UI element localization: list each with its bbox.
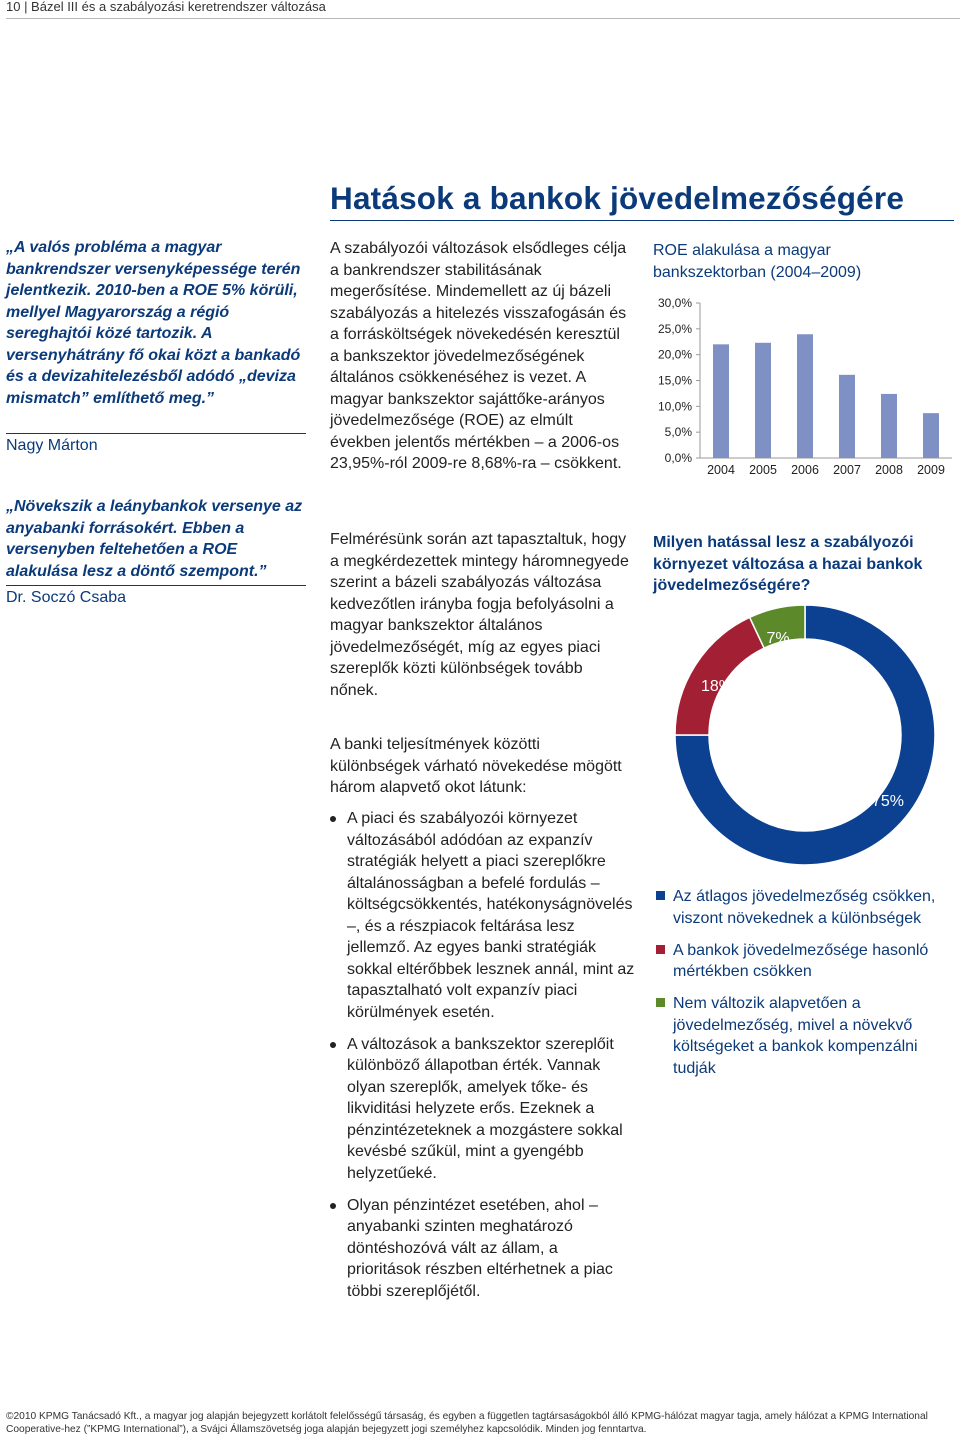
survey-donut-chart	[640, 600, 955, 870]
y-tick-label: 10,0%	[657, 399, 692, 414]
quote-1-author: Nagy Márton	[6, 437, 98, 454]
bar-2007	[839, 375, 855, 458]
roe-bar-chart	[640, 288, 955, 488]
quote-2-rule	[6, 585, 306, 586]
x-tick-label: 2008	[875, 463, 903, 477]
bar-2006	[797, 334, 813, 458]
bar-2005	[755, 343, 771, 458]
x-tick-label: 2005	[749, 463, 777, 477]
donut-slice-label: 75%	[871, 793, 905, 810]
bullet-item	[330, 1195, 635, 1303]
quote-1: „A valós probléma a magyar bankrendszer versenyképessége terén jelentkezik. 2010-ben a ROE 5% körüli, mellyel Magyarország a régió sereghajtói közé tartozik. A versenyhátrány fő okai közt a bankadó és a devizahitelezésből adódó „deviza mismatch” említhető meg.”	[6, 239, 301, 407]
y-tick-label: 20,0%	[657, 347, 692, 362]
bar-chart-title-line-2: bankszektorban (2004–2009)	[653, 263, 862, 281]
x-tick-label: 2004	[707, 463, 735, 477]
legend-swatch-icon	[656, 945, 665, 954]
bullet-list	[330, 808, 635, 1313]
donut-slice-label: 18%	[700, 678, 734, 695]
bullet-text: A változások a bankszektor szereplőit különböző állapotban érték. Vannak olyan szereplők, amelyek tőke- és likviditási helyzete erős. Ezeknek a pénzintézeteknek a mozgástere sokkal kevésbé szűkül, mint a gyengébb helyzetűeké.	[347, 1035, 623, 1182]
page-title: Hatások a bankok jövedelmezőségére	[330, 180, 905, 216]
bullet-dot-icon	[330, 1203, 336, 1209]
y-tick-label: 0,0%	[664, 451, 692, 465]
page-header	[6, 0, 960, 19]
title-rule	[330, 220, 954, 221]
bar-chart-title-line-1: ROE alakulása a magyar	[653, 242, 831, 259]
quote-2-author: Dr. Soczó Csaba	[6, 589, 127, 606]
donut-legend	[656, 886, 956, 1090]
y-tick-label: 25,0%	[657, 321, 692, 336]
bullet-text: A piaci és szabályozói környezet változásából adódóan az expanzív stratégiák helyett a piaci szereplőkre általánosságban a befelé fordulás – költségcsökkentés, hatékonyságnövelés –, és a részpiacok feltárása lesz jellemző. Az egyes banki stratégiák sokkal eltérőbbek lesznek annál, mint az tapasztalható volt expanzív piaci körülmények esetén.	[347, 810, 635, 1021]
bullet-text: Olyan pénzintézet esetében, ahol – anyabanki szinten meghatározó döntéshozóvá vált az állam, a prioritások részben eltérhetnek a piac többi szereplőjétől.	[347, 1196, 613, 1300]
bar-2009	[923, 413, 939, 458]
bar-chart-title	[653, 240, 953, 283]
legend-label: A bankok jövedelmezősége hasonló mértékben csökken	[673, 941, 929, 980]
y-tick-label: 30,0%	[657, 296, 692, 310]
y-tick-label: 5,0%	[664, 425, 692, 440]
donut-chart-title: Milyen hatással lesz a szabályozói környezet változása a hazai bankok jövedelmezőségére?	[653, 534, 923, 594]
y-tick-label: 15,0%	[657, 373, 692, 388]
x-tick-label: 2006	[791, 463, 819, 477]
legend-label: Az átlagos jövedelmezőség csökken, viszont növekednek a különbségek	[673, 888, 936, 927]
header-text: 10 | Bázel III és a szabályozási keretrendszer változása	[6, 0, 326, 14]
legend-item	[656, 993, 956, 1079]
legend-item	[656, 886, 956, 929]
x-tick-label: 2007	[833, 463, 861, 477]
x-tick-label: 2009	[917, 463, 945, 477]
body-paragraph-2: Felmérésünk során azt tapasztaltuk, hogy a megkérdezettek mintegy háromnegyede szerint a bázeli szabályozás változása kedvezőtlen irányba fogja befolyásolni a magyar bankszektor általános jövedelmezőségét, míg az egyes piaci szereplők közti különbségek tovább nőnek.	[330, 531, 629, 699]
body-paragraph-1: A szabályozói változások elsődleges célja a bankrendszer stabilitásának megerősítése. Mindemellett az új bázeli szabályozás a hitelezés visszafogásán és a forrásköltségek növekedésén keresztül a bankszektor jövedelmezőségének általános csökkenéséhez is vezet. A magyar bankszektor sajáttőke-arányos jövedelmezősége (ROE) az elmúlt években jelentős mértékben – a 2006-os 23,95%-ról 2009-re 8,68%-ra – csökkent.	[330, 240, 627, 472]
legend-label: Nem változik alapvetően a jövedelmezőség, mivel a növekvő költségeket a bankok kompenzálni tudják	[673, 995, 918, 1077]
legend-swatch-icon	[656, 891, 665, 900]
bullet-item	[330, 1034, 635, 1185]
bullet-dot-icon	[330, 1042, 336, 1048]
quote-1-rule	[6, 433, 306, 434]
page-footer: ©2010 KPMG Tanácsadó Kft., a magyar jog alapján bejegyzett korlátolt felelősségű társaság, és egyben a független tagtársaságokból álló KPMG-hálózat magyar tagja, amely hálózat a KPMG International Cooperative-hez (”KPMG International”), a Svájci Államszövetség joga alapján bejegyzett jogi személyhez kapcsolódik. Minden jog fenntartva.	[6, 1411, 928, 1435]
bar-2004	[713, 344, 729, 458]
bullet-dot-icon	[330, 816, 336, 822]
donut-slice-18%	[675, 617, 764, 735]
legend-swatch-icon	[656, 998, 665, 1007]
quote-2: „Növekszik a leánybankok versenye az anyabanki forrásokért. Ebben a versenyben feltehetően a ROE alakulása lesz a döntő szempont.”	[6, 498, 303, 580]
donut-slice-label: 7%	[766, 630, 790, 647]
bullet-item	[330, 808, 635, 1023]
bar-2008	[881, 394, 897, 458]
legend-item	[656, 940, 956, 983]
body-paragraph-3: A banki teljesítmények közötti különbségek várható növekedése mögött három alapvető okot látunk:	[330, 736, 622, 796]
